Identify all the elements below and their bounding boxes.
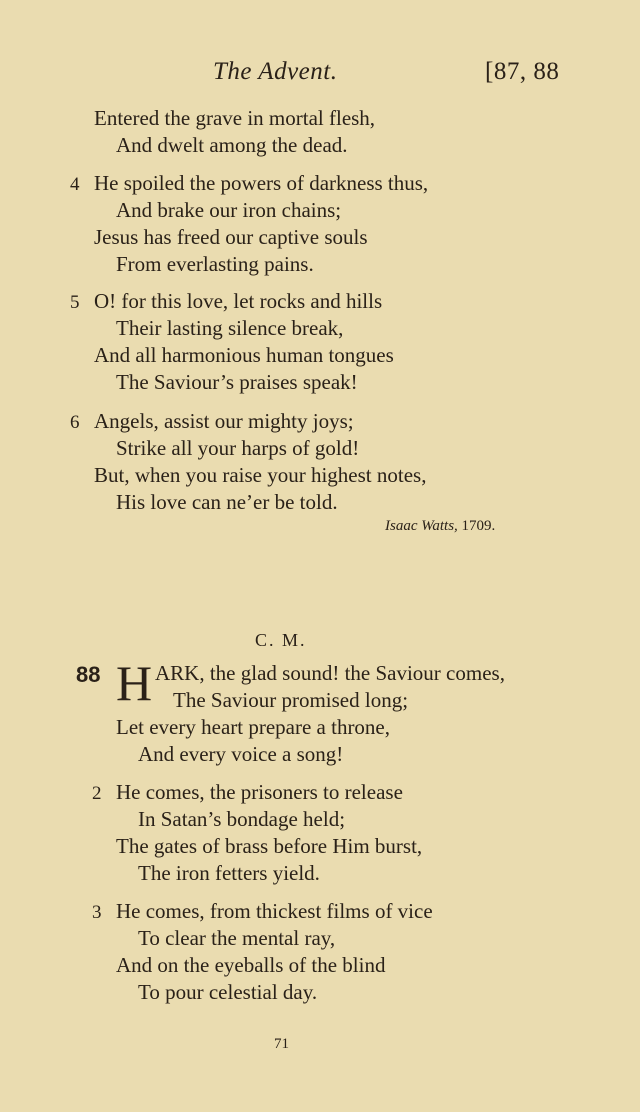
hymn87-year: 1709. [461,518,496,534]
hymn88-verse-3-line-1: He comes, from thickest films of vice [116,899,433,923]
hymn88-verse-1-line-1: ARK, the glad sound! the Saviour comes, [155,661,505,685]
page-number: 71 [274,1036,289,1052]
hymn88-verse-1-line-2: The Saviour promised long; [173,688,409,712]
hymn88-number: 88 [76,662,101,687]
hymn88-verse-1-line-3: Let every heart prepare a throne, [116,715,391,739]
hymn87-verse-6-line-4: His love can ne’er be told. [116,490,338,514]
hymn88-verse-3-line-3: And on the eyeballs of the blind [116,953,386,977]
hymn88-verse-2-line-2: In Satan’s bondage held; [138,807,346,831]
hymn87-verse-4-number: 4 [70,174,80,195]
hymn88-verse-3-line-2: To clear the mental ray, [138,926,336,950]
hymn88-dropcap: H [116,655,153,711]
running-header-title: The Advent. [213,58,338,85]
hymn87-verse-4-line-3: Jesus has freed our captive souls [94,225,368,249]
hymn88-verse-1-line-4: And every voice a song! [138,742,344,766]
hymn87-continuation-line-2: And dwelt among the dead. [116,133,348,157]
hymn87-attribution [385,518,495,535]
hymn88-verse-3-number: 3 [92,902,102,923]
hymn87-verse-6-number: 6 [70,412,80,433]
hymn87-verse-4-line-1: He spoiled the powers of darkness thus, [94,171,429,195]
hymn88-verse-2-line-1: He comes, the prisoners to release [116,780,403,804]
hymn87-verse-4-line-2: And brake our iron chains; [116,198,342,222]
hymn88-verse-2-line-3: The gates of brass before Him burst, [116,834,423,858]
hymn88-meter: C. M. [255,630,307,650]
hymn87-verse-5-line-2: Their lasting silence break, [116,316,344,340]
hymn88-verse-2-line-4: The iron fetters yield. [138,861,320,885]
running-header-hymn-range: [87, 88 [485,58,560,85]
hymn87-continuation-line-1: Entered the grave in mortal flesh, [94,106,376,130]
hymn87-verse-4-line-4: From everlasting pains. [116,252,314,276]
hymn88-verse-3-line-4: To pour celestial day. [138,980,318,1004]
hymn87-verse-6-line-1: Angels, assist our mighty joys; [94,409,354,433]
hymn87-verse-5-line-3: And all harmonious human tongues [94,343,394,367]
hymn87-verse-5-line-1: O! for this love, let rocks and hills [94,289,383,313]
hymn87-verse-6-line-2: Strike all your harps of gold! [116,436,360,460]
hymn87-verse-5-line-4: The Saviour’s praises speak! [116,370,358,394]
hymn87-verse-5-number: 5 [70,292,80,313]
hymn87-verse-6-line-3: But, when you raise your highest notes, [94,463,427,487]
hymn88-verse-2-number: 2 [92,783,102,804]
hymn87-author: Isaac Watts, [385,518,458,534]
